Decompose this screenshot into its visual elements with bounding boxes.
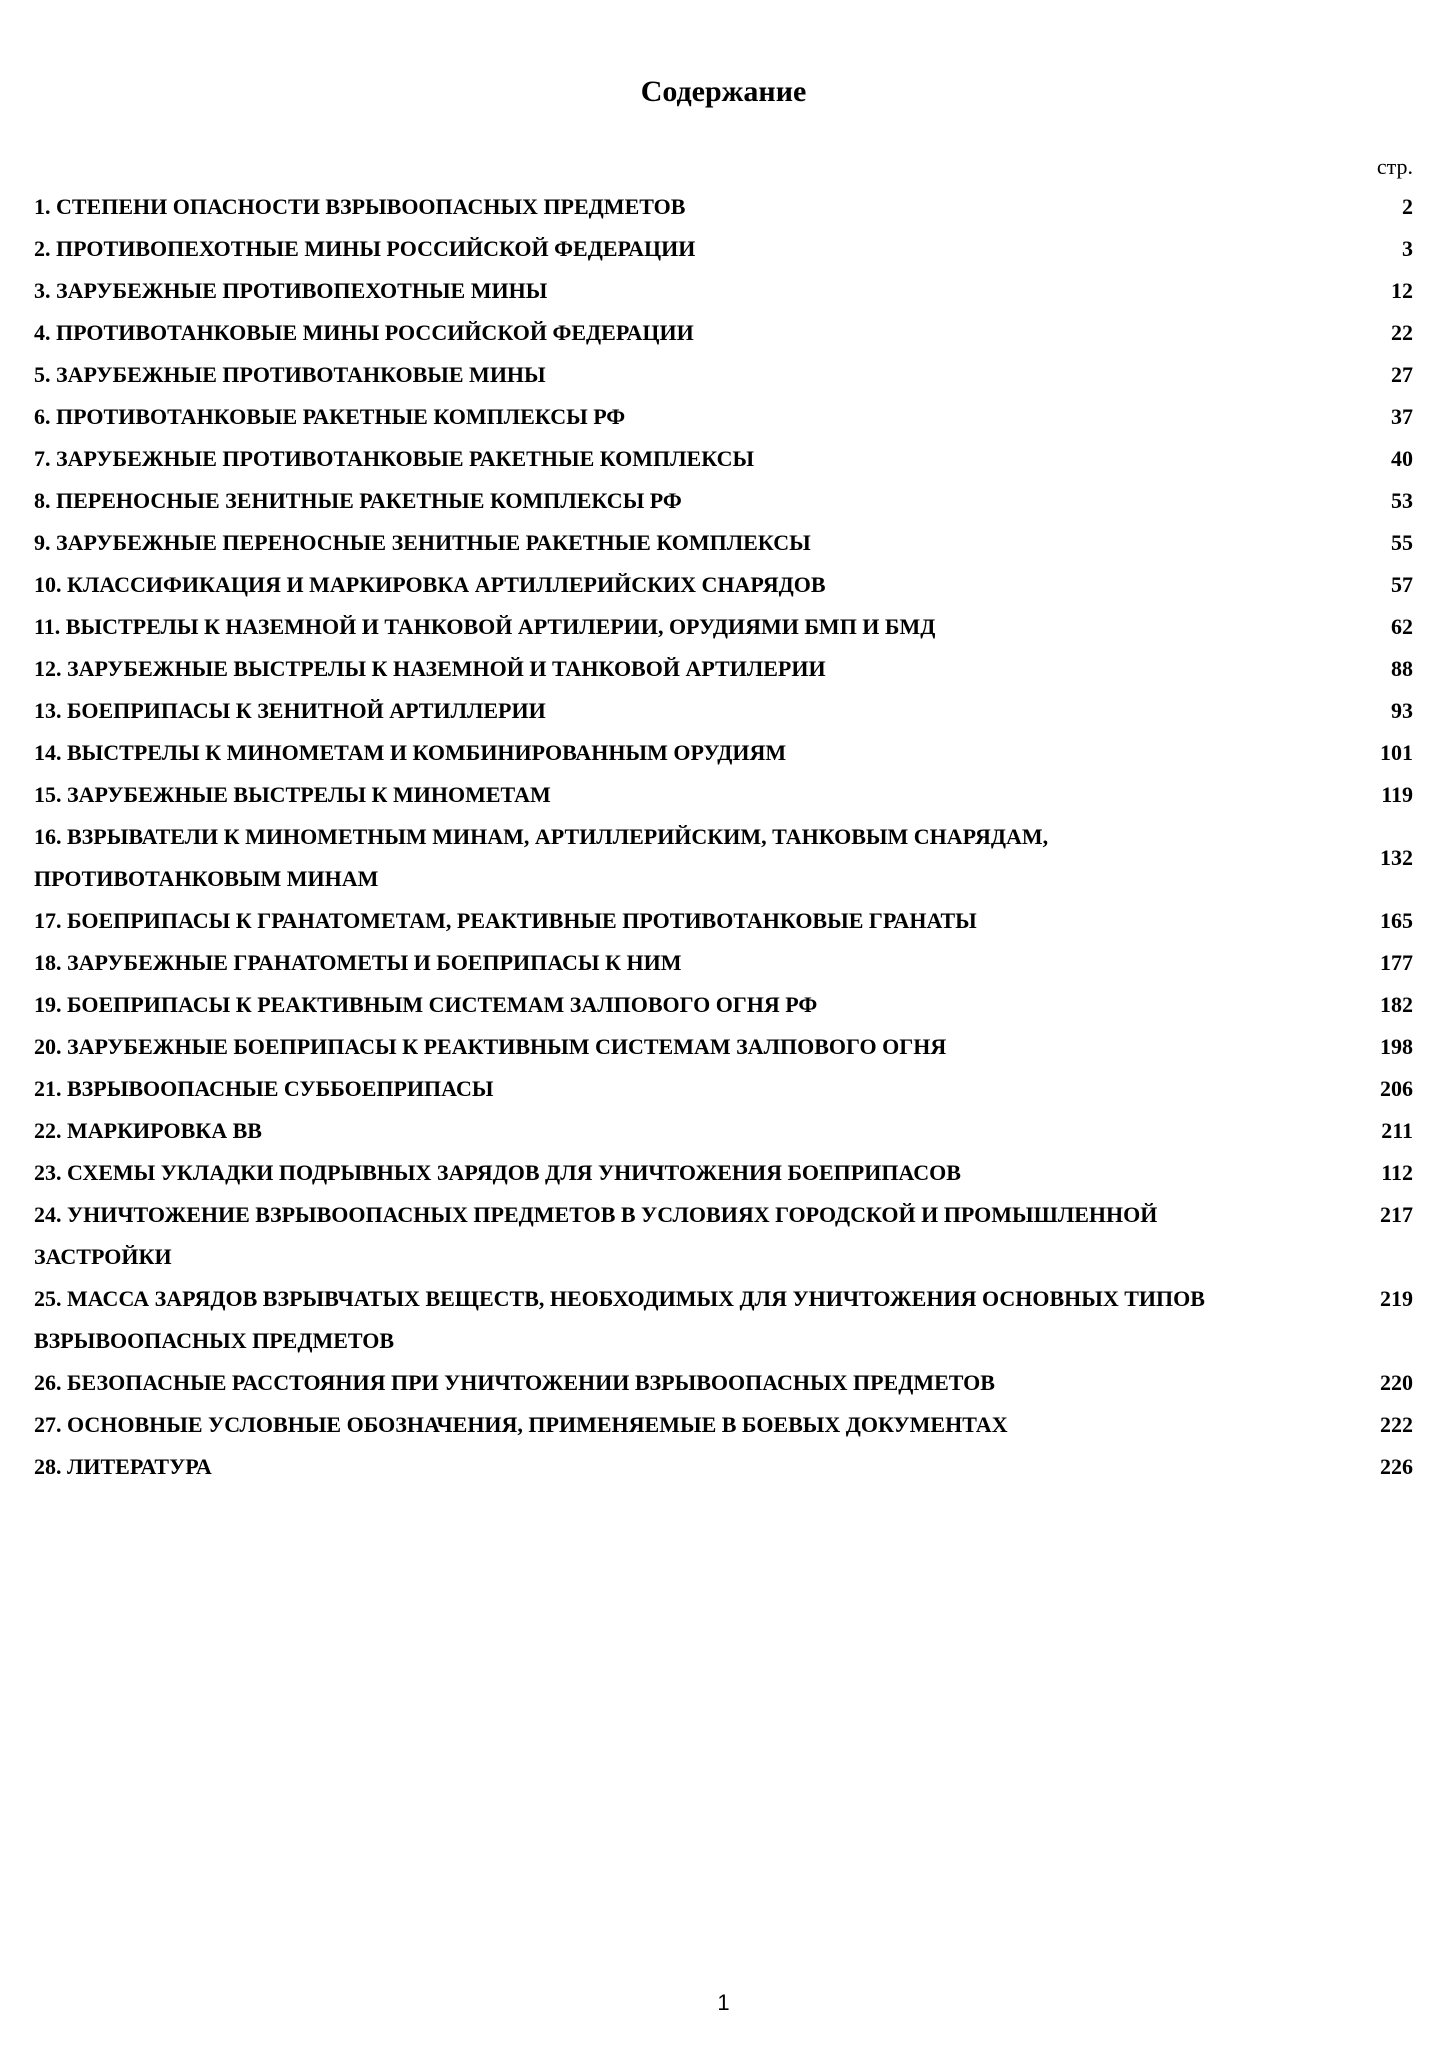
toc-entry-title: 13. БОЕПРИПАСЫ К ЗЕНИТНОЙ АРТИЛЛЕРИИ — [34, 698, 546, 723]
toc-entry-title: 14. ВЫСТРЕЛЫ К МИНОМЕТАМ И КОМБИНИРОВАННЫМ ОРУДИЯМ — [34, 740, 787, 765]
toc-entry-page: 93 — [1391, 698, 1413, 723]
toc-entry-page: 219 — [1380, 1286, 1413, 1311]
toc-entry-title: 24. УНИЧТОЖЕНИЕ ВЗРЫВООПАСНЫХ ПРЕДМЕТОВ В УСЛОВИЯХ ГОРОДСКОЙ И ПРОМЫШЛЕННОЙ ЗАСТРОЙКИ — [34, 1202, 1158, 1269]
toc-entry-page: 119 — [1381, 782, 1413, 807]
toc-entry-title: 17. БОЕПРИПАСЫ К ГРАНАТОМЕТАМ, РЕАКТИВНЫЕ ПРОТИВОТАНКОВЫЕ ГРАНАТЫ — [34, 908, 977, 933]
toc-entry-title: 3. ЗАРУБЕЖНЫЕ ПРОТИВОПЕХОТНЫЕ МИНЫ — [34, 278, 548, 303]
toc-entry-title: 26. БЕЗОПАСНЫЕ РАССТОЯНИЯ ПРИ УНИЧТОЖЕНИИ ВЗРЫВООПАСНЫХ ПРЕДМЕТОВ — [34, 1370, 995, 1395]
toc-entry[interactable] — [34, 186, 1413, 228]
toc-entry-page: 112 — [1381, 1160, 1413, 1185]
toc-entry[interactable] — [34, 228, 1413, 270]
toc-entry-page: 27 — [1391, 362, 1413, 387]
toc-entry-page: 226 — [1380, 1454, 1413, 1479]
toc-entry-page: 177 — [1380, 950, 1413, 975]
toc-entry-page: 88 — [1391, 656, 1413, 681]
toc-entry[interactable] — [34, 480, 1413, 522]
page-title: Содержание — [640, 75, 807, 108]
toc-entry-title: 19. БОЕПРИПАСЫ К РЕАКТИВНЫМ СИСТЕМАМ ЗАЛПОВОГО ОГНЯ РФ — [34, 992, 818, 1017]
toc-entry-title: 18. ЗАРУБЕЖНЫЕ ГРАНАТОМЕТЫ И БОЕПРИПАСЫ К НИМ — [34, 950, 682, 975]
toc-entry-page: 55 — [1391, 530, 1413, 555]
toc-entry-page: 37 — [1391, 404, 1413, 429]
toc-entry[interactable] — [34, 564, 1413, 606]
toc-entry-title: 4. ПРОТИВОТАНКОВЫЕ МИНЫ РОССИЙСКОЙ ФЕДЕРАЦИИ — [34, 320, 694, 345]
toc-entry[interactable] — [34, 1404, 1413, 1446]
toc-entry-page: 62 — [1391, 614, 1413, 639]
toc-entry-page: 40 — [1391, 446, 1413, 471]
toc-entry-page: 2 — [1402, 194, 1413, 219]
toc-entry-page: 3 — [1402, 236, 1413, 261]
toc-entry[interactable] — [34, 606, 1413, 648]
toc-entry[interactable] — [34, 1362, 1413, 1404]
toc-entry[interactable] — [34, 690, 1413, 732]
toc-entry[interactable] — [34, 732, 1413, 774]
toc-entry[interactable] — [34, 1152, 1413, 1194]
toc-entry-title: 21. ВЗРЫВООПАСНЫЕ СУББОЕПРИПАСЫ — [34, 1076, 494, 1101]
toc-entry[interactable] — [34, 900, 1413, 942]
toc-entry-title: 28. ЛИТЕРАТУРА — [34, 1454, 212, 1479]
toc-entry[interactable] — [34, 1026, 1413, 1068]
toc-entry-page: 22 — [1391, 320, 1413, 345]
toc-entry[interactable] — [34, 270, 1413, 312]
toc-entry-title: 27. ОСНОВНЫЕ УСЛОВНЫЕ ОБОЗНАЧЕНИЯ, ПРИМЕНЯЕМЫЕ В БОЕВЫХ ДОКУМЕНТАХ — [34, 1412, 1008, 1437]
toc-entry[interactable] — [34, 1194, 1413, 1278]
toc-entry-page: 165 — [1380, 908, 1413, 933]
toc-entry-title: 12. ЗАРУБЕЖНЫЕ ВЫСТРЕЛЫ К НАЗЕМНОЙ И ТАНКОВОЙ АРТИЛЕРИИ — [34, 656, 826, 681]
toc-entry-title: 9. ЗАРУБЕЖНЫЕ ПЕРЕНОСНЫЕ ЗЕНИТНЫЕ РАКЕТНЫЕ КОМПЛЕКСЫ — [34, 530, 811, 555]
toc-entry-page: 57 — [1391, 572, 1413, 597]
toc-entry-page: 198 — [1380, 1034, 1413, 1059]
toc-entry-page: 12 — [1391, 278, 1413, 303]
toc-entry[interactable] — [34, 984, 1413, 1026]
toc-entry-title: 20. ЗАРУБЕЖНЫЕ БОЕПРИПАСЫ К РЕАКТИВНЫМ СИСТЕМАМ ЗАЛПОВОГО ОГНЯ — [34, 1034, 947, 1059]
toc-entry-title: 7. ЗАРУБЕЖНЫЕ ПРОТИВОТАНКОВЫЕ РАКЕТНЫЕ КОМПЛЕКСЫ — [34, 446, 755, 471]
toc-entry[interactable] — [34, 1110, 1413, 1152]
pages-column-header: стр. — [1376, 154, 1413, 179]
toc-entry[interactable] — [34, 312, 1413, 354]
toc-entry-title: 5. ЗАРУБЕЖНЫЕ ПРОТИВОТАНКОВЫЕ МИНЫ — [34, 362, 546, 387]
toc-entry[interactable] — [34, 354, 1413, 396]
toc-entry[interactable] — [34, 648, 1413, 690]
toc-entry-title: 8. ПЕРЕНОСНЫЕ ЗЕНИТНЫЕ РАКЕТНЫЕ КОМПЛЕКСЫ РФ — [34, 488, 682, 513]
toc-entry[interactable] — [34, 1068, 1413, 1110]
toc-entry-title: 10. КЛАССИФИКАЦИЯ И МАРКИРОВКА АРТИЛЛЕРИЙСКИХ СНАРЯДОВ — [34, 572, 826, 597]
toc-entry[interactable] — [34, 774, 1413, 816]
toc-entry-title: 15. ЗАРУБЕЖНЫЕ ВЫСТРЕЛЫ К МИНОМЕТАМ — [34, 782, 551, 807]
toc-entry-page: 182 — [1380, 992, 1413, 1017]
toc-entry-page: 53 — [1391, 488, 1413, 513]
toc-entry-title: 6. ПРОТИВОТАНКОВЫЕ РАКЕТНЫЕ КОМПЛЕКСЫ РФ — [34, 404, 626, 429]
toc-entry-page: 222 — [1380, 1412, 1413, 1437]
toc-entry-title: 11. ВЫСТРЕЛЫ К НАЗЕМНОЙ И ТАНКОВОЙ АРТИЛЕРИИ, ОРУДИЯМИ БМП И БМД — [34, 614, 936, 639]
toc-entry-page: 220 — [1380, 1370, 1413, 1395]
toc-entry[interactable] — [34, 1446, 1413, 1488]
toc-entry[interactable] — [34, 816, 1413, 900]
toc-entry-title: 23. СХЕМЫ УКЛАДКИ ПОДРЫВНЫХ ЗАРЯДОВ ДЛЯ УНИЧТОЖЕНИЯ БОЕПРИПАСОВ — [34, 1160, 961, 1185]
toc-entry-page: 217 — [1380, 1202, 1413, 1227]
toc-entry[interactable] — [34, 1278, 1413, 1362]
toc-entry-page: 211 — [1381, 1118, 1413, 1143]
toc-entry-title: 1. СТЕПЕНИ ОПАСНОСТИ ВЗРЫВООПАСНЫХ ПРЕДМЕТОВ — [34, 194, 686, 219]
toc-entry[interactable] — [34, 942, 1413, 984]
toc-entry[interactable] — [34, 396, 1413, 438]
page-number: 1 — [717, 1990, 730, 2015]
toc-entry[interactable] — [34, 438, 1413, 480]
toc-entry-page: 206 — [1380, 1076, 1413, 1101]
toc-entry-page: 101 — [1380, 740, 1413, 765]
table-of-contents — [34, 186, 1413, 1488]
toc-entry-page: 132 — [1380, 845, 1413, 870]
toc-entry-title: 22. МАРКИРОВКА ВВ — [34, 1118, 262, 1143]
toc-entry-title: 16. ВЗРЫВАТЕЛИ К МИНОМЕТНЫМ МИНАМ, АРТИЛЛЕРИЙСКИМ, ТАНКОВЫМ СНАРЯДАМ, ПРОТИВОТАНКОВЫМ МИНАМ — [34, 824, 1049, 891]
toc-entry-title: 2. ПРОТИВОПЕХОТНЫЕ МИНЫ РОССИЙСКОЙ ФЕДЕРАЦИИ — [34, 236, 696, 261]
toc-entry-title: 25. МАССА ЗАРЯДОВ ВЗРЫВЧАТЫХ ВЕЩЕСТВ, НЕОБХОДИМЫХ ДЛЯ УНИЧТОЖЕНИЯ ОСНОВНЫХ ТИПОВ ВЗРЫВООПАСНЫХ ПРЕДМЕТОВ — [34, 1286, 1205, 1353]
toc-entry[interactable] — [34, 522, 1413, 564]
